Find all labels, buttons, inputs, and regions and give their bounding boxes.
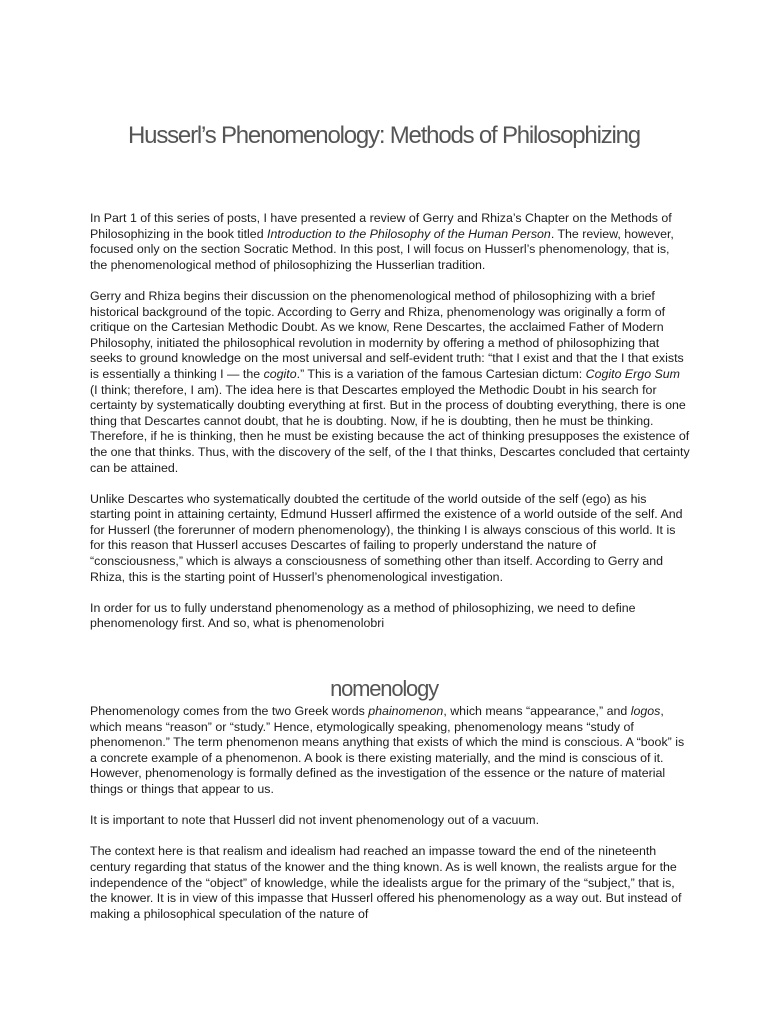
body-text-lower xyxy=(90,704,690,938)
greek-word-phainomenon: phainomenon xyxy=(368,704,444,718)
book-title: Introduction to the Philosophy of the Human Person xyxy=(267,226,551,241)
body-text-upper xyxy=(90,211,690,648)
paragraph-6: It is important to note that Husserl did not invent phenomenology out of a vacuum. xyxy=(90,813,540,828)
cartesian-dictum: Cogito Ergo Sum xyxy=(585,366,681,381)
paragraph-4: In order for us to fully understand phenomenology as a method of philosophizing, we need to define phenomenology first. And so, what is phenomenolobri xyxy=(90,600,636,631)
paragraph-7: The context here is that realism and idealism had reached an impasse toward the end of the nineteenth century regarding that status of the knower and the thing known. As is well known, the realists argue for the independence of the “object” of knowledge, while the idealists argue for the primary of the “subject,” that is, the knower. It is in view of this impasse that Husserl offered his phenomenology as a way out. But instead of making a philosophical speculation of the nature of xyxy=(90,844,682,921)
greek-word-logos: logos xyxy=(630,704,661,718)
page-title: Husserl’s Phenomenology: Methods of Philosophizing xyxy=(128,122,640,149)
paragraph-5: Phenomenology comes from the two Greek words phainomenon, which means “appearance,” and logos, which means “reason” or “study.” Hence, etymologically speaking, phenomenology means “study of phenomenon.” The term phenomenon means anything that exists of which the mind is conscious. A “book” is a concrete example of a phenomenon. A book is there existing materially, and the mind is conscious of it. However, phenomenology is formally defined as the investigation of the essence or the nature of material things or things that appear to us. xyxy=(90,704,685,796)
section-heading: nomenology xyxy=(330,676,438,701)
cogito-term: cogito xyxy=(263,366,297,381)
paragraph-1: In Part 1 of this series of posts, I have presented a review of Gerry and Rhiza’s Chapter on the Methods of Philosophizing in the book titled Introduction to the Philosophy of the Human Person. The review, however, focused only on the section Socratic Method. In this post, I will focus on Husserl’s phenomenology, that is, the phenomenological method of philosophizing the Husserlian tradition. xyxy=(90,211,674,272)
paragraph-2: Gerry and Rhiza begins their discussion on the phenomenological method of philosophizing with a brief historical background of the topic. According to Gerry and Rhiza, phenomenology was originally a form of critique on the Cartesian Methodic Doubt. As we know, Rene Descartes, the acclaimed Father of Modern Philosophy, initiated the philosophical revolution in modernity by offering a method of philosophizing that seeks to ground knowledge on the most universal and self-evident truth: “that I exist and that the I that exists is essentially a thinking I — the cogito.” This is a variation of the famous Cartesian dictum: Cogito Ergo Sum (I think; therefore, I am). The idea here is that Descartes employed the Methodic Doubt in his search for certainty by systematically doubting everything at first. But in the process of doubting everything, there is one thing that Descartes cannot doubt, that he is doubting. Now, if he is doubting, then he must be thinking. Therefore, if he is thinking, then he must be existing because the act of thinking presupposes the existence of the one that thinks. Thus, with the discovery of the self, of the I that thinks, Descartes concluded that certainty can be attained. xyxy=(90,288,690,475)
paragraph-3: Unlike Descartes who systematically doubted the certitude of the world outside of the self (ego) as his starting point in attaining certainty, Edmund Husserl affirmed the existence of a world outside of the self. And for Husserl (the forerunner of modern phenomenology), the thinking I is always conscious of this world. It is for this reason that Husserl accuses Descartes of failing to properly understand the nature of “consciousness,” which is always a consciousness of something other than itself. According to Gerry and Rhiza, this is the starting point of Husserl’s phenomenological investigation. xyxy=(90,491,683,584)
